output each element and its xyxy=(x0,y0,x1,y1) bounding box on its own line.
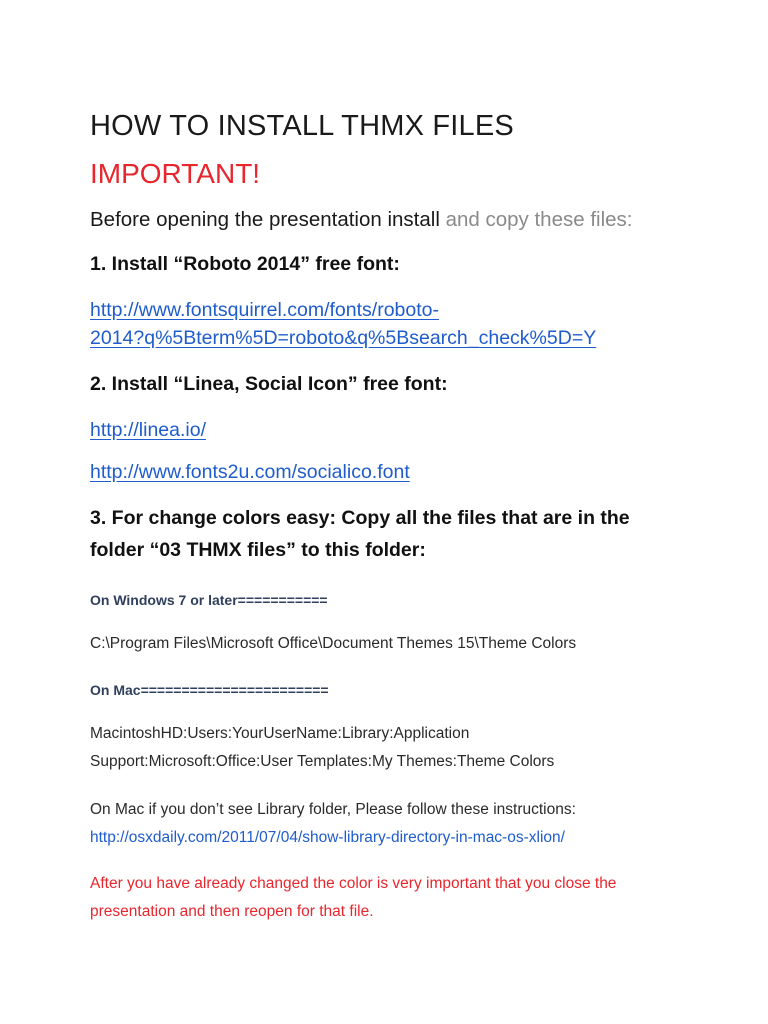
intro-text xyxy=(90,204,728,236)
roboto-link-line2: 2014?q%5Bterm%5D=roboto&q%5Bsearch_check%5D=Y xyxy=(90,327,597,349)
step2-heading: 2. Install “Linea, Social Icon” free font: xyxy=(90,373,448,395)
roboto-link-line1: http://www.fontsquirrel.com/fonts/roboto- xyxy=(90,299,439,321)
mac-path-line2: Support:Microsoft:Office:User Templates:My Themes:Theme Colors xyxy=(90,753,555,770)
mac-path xyxy=(90,720,728,776)
mac-label: On Mac======================= xyxy=(90,682,329,698)
linea-link[interactable]: http://linea.io/ xyxy=(90,419,206,441)
socialico-link[interactable]: http://www.fonts2u.com/socialico.font xyxy=(90,461,410,483)
step1-heading: 1. Install “Roboto 2014” free font: xyxy=(90,253,400,275)
step3-heading xyxy=(90,502,728,566)
intro-main-text: Before opening the presentation install xyxy=(90,208,446,231)
mac-note-text: On Mac if you don’t see Library folder, Please follow these instructions: xyxy=(90,801,576,818)
page-title: HOW TO INSTALL THMX FILES xyxy=(90,110,514,142)
important-heading: IMPORTANT! xyxy=(90,158,261,189)
intro-muted-text: and copy these files: xyxy=(445,208,633,231)
warning-line1: After you have already changed the color is very important that you close the xyxy=(90,875,617,892)
warning-line2: presentation and then reopen for that file. xyxy=(90,903,374,920)
step3-heading-line1: 3. For change colors easy: Copy all the files that are in the xyxy=(90,507,630,529)
windows-label: On Windows 7 or later=========== xyxy=(90,592,328,608)
windows-path: C:\Program Files\Microsoft Office\Document Themes 15\Theme Colors xyxy=(90,635,577,652)
roboto-font-link[interactable] xyxy=(90,296,728,352)
warning-text xyxy=(90,870,728,926)
mac-path-line1: MacintoshHD:Users:YourUserName:Library:Application xyxy=(90,725,470,742)
mac-library-note xyxy=(90,796,728,852)
library-instructions-link[interactable]: http://osxdaily.com/2011/07/04/show-library-directory-in-mac-os-xlion/ xyxy=(90,829,565,846)
step3-heading-line2: folder “03 THMX files” to this folder: xyxy=(90,539,426,561)
